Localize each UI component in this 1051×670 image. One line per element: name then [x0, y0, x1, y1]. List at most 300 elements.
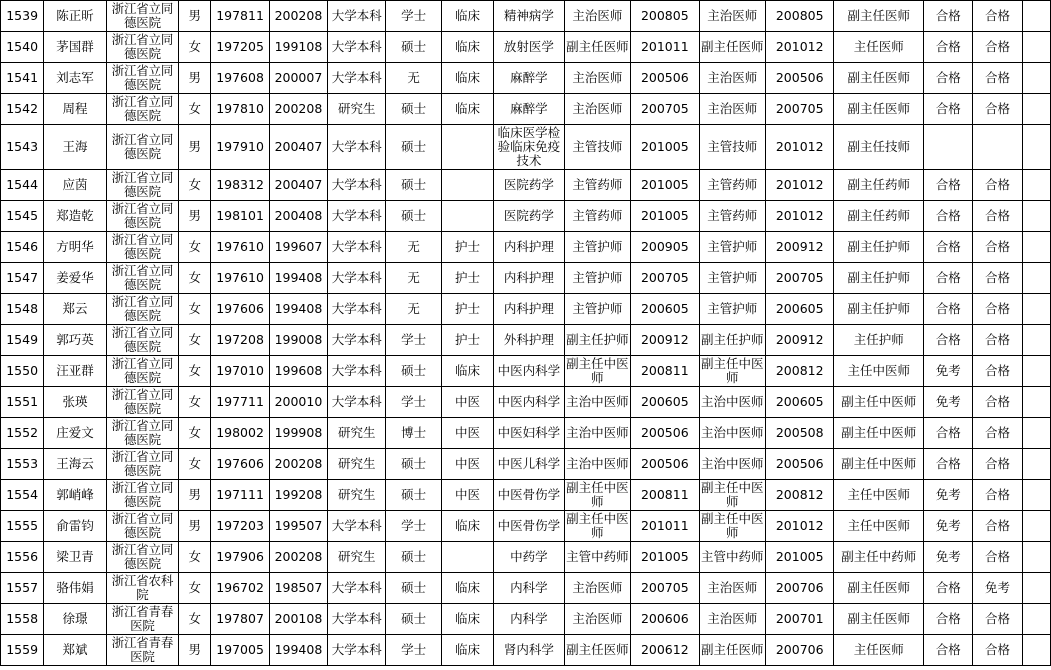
cell-exam-2: 合格: [973, 32, 1022, 63]
cell-hire-date: 200706: [765, 573, 833, 604]
cell-category: 临床: [441, 94, 493, 125]
cell-exam-2: 合格: [973, 263, 1022, 294]
cell-hire-date: 200912: [765, 325, 833, 356]
cell-exam-2: 合格: [973, 604, 1022, 635]
cell-hired-title: 主管中药师: [699, 542, 765, 573]
cell-current-title: 主治医师: [564, 63, 630, 94]
cell-name: 张瑛: [44, 387, 106, 418]
cell-hired-title: 主治医师: [699, 94, 765, 125]
cell-unit: 浙江省立同德医院: [106, 356, 178, 387]
cell-blank: [1022, 170, 1050, 201]
cell-sex: 女: [179, 32, 211, 63]
cell-hired-title: 主治医师: [699, 573, 765, 604]
cell-exam-1: [924, 125, 973, 170]
cell-sex: 女: [179, 325, 211, 356]
cell-major: 麻醉学: [494, 63, 564, 94]
cell-category: 中医: [441, 387, 493, 418]
cell-exam-1: 合格: [924, 63, 973, 94]
table-row: [1, 263, 1051, 294]
cell-degree: 博士: [386, 418, 441, 449]
cell-applied-title: 副主任护师: [834, 232, 924, 263]
cell-blank: [1022, 63, 1050, 94]
cell-title-date: 201005: [631, 170, 699, 201]
cell-sex: 女: [179, 232, 211, 263]
cell-category: 护士: [441, 232, 493, 263]
cell-birth: 197608: [211, 63, 269, 94]
cell-current-title: 主治医师: [564, 573, 630, 604]
cell-category: 临床: [441, 356, 493, 387]
cell-serial: 1540: [1, 32, 44, 63]
cell-education: 大学本科: [328, 573, 386, 604]
cell-hired-title: 主管护师: [699, 294, 765, 325]
cell-education: 研究生: [328, 449, 386, 480]
cell-hired-title: 主管护师: [699, 263, 765, 294]
cell-degree: 硕士: [386, 125, 441, 170]
cell-sex: 女: [179, 94, 211, 125]
cell-work-start: 200208: [269, 542, 327, 573]
cell-title-date: 200605: [631, 387, 699, 418]
cell-blank: [1022, 635, 1050, 666]
cell-major: 中医儿科学: [494, 449, 564, 480]
cell-unit: 浙江省立同德医院: [106, 63, 178, 94]
cell-education: 大学本科: [328, 32, 386, 63]
cell-blank: [1022, 542, 1050, 573]
cell-blank: [1022, 32, 1050, 63]
cell-birth: 197208: [211, 325, 269, 356]
cell-unit: 浙江省立同德医院: [106, 294, 178, 325]
cell-exam-1: 合格: [924, 32, 973, 63]
cell-applied-title: 副主任中药师: [834, 542, 924, 573]
cell-hire-date: 200506: [765, 449, 833, 480]
cell-unit: 浙江省立同德医院: [106, 263, 178, 294]
cell-hire-date: 201012: [765, 170, 833, 201]
cell-hired-title: 副主任护师: [699, 325, 765, 356]
cell-education: 大学本科: [328, 387, 386, 418]
cell-birth: 197203: [211, 511, 269, 542]
cell-exam-2: 合格: [973, 449, 1022, 480]
table-row: [1, 325, 1051, 356]
cell-applied-title: 主任护师: [834, 325, 924, 356]
cell-birth: 198101: [211, 201, 269, 232]
cell-hire-date: 200705: [765, 94, 833, 125]
cell-current-title: 主管药师: [564, 201, 630, 232]
cell-serial: 1556: [1, 542, 44, 573]
cell-sex: 女: [179, 573, 211, 604]
table-row: [1, 63, 1051, 94]
cell-major: 医院药学: [494, 201, 564, 232]
cell-education: 大学本科: [328, 635, 386, 666]
cell-degree: 学士: [386, 325, 441, 356]
cell-hired-title: 副主任医师: [699, 635, 765, 666]
cell-sex: 男: [179, 125, 211, 170]
cell-exam-2: 合格: [973, 480, 1022, 511]
cell-name: 庄爱文: [44, 418, 106, 449]
cell-hire-date: 200812: [765, 480, 833, 511]
cell-title-date: 200811: [631, 356, 699, 387]
cell-work-start: 199408: [269, 635, 327, 666]
cell-birth: 197711: [211, 387, 269, 418]
cell-birth: 197606: [211, 294, 269, 325]
cell-unit: 浙江省立同德医院: [106, 201, 178, 232]
cell-major: 中医骨伤学: [494, 511, 564, 542]
cell-work-start: 200408: [269, 201, 327, 232]
cell-major: 中医内科学: [494, 356, 564, 387]
cell-title-date: 201005: [631, 542, 699, 573]
cell-name: 梁卫青: [44, 542, 106, 573]
cell-title-date: 200705: [631, 263, 699, 294]
cell-unit: 浙江省立同德医院: [106, 480, 178, 511]
cell-work-start: 200208: [269, 94, 327, 125]
cell-current-title: 主治医师: [564, 94, 630, 125]
cell-blank: [1022, 1, 1050, 32]
table-row: [1, 125, 1051, 170]
cell-serial: 1544: [1, 170, 44, 201]
cell-work-start: 199408: [269, 263, 327, 294]
cell-exam-1: 合格: [924, 94, 973, 125]
cell-serial: 1541: [1, 63, 44, 94]
cell-hired-title: 主管药师: [699, 170, 765, 201]
table-row: [1, 232, 1051, 263]
cell-name: 姜爱华: [44, 263, 106, 294]
cell-category: 中医: [441, 418, 493, 449]
cell-birth: 198002: [211, 418, 269, 449]
cell-serial: 1554: [1, 480, 44, 511]
cell-current-title: 副主任中医师: [566, 356, 629, 385]
cell-applied-title: 副主任护师: [834, 294, 924, 325]
cell-degree: 无: [386, 294, 441, 325]
cell-birth: 197005: [211, 635, 269, 666]
cell-unit: 浙江省立同德医院: [106, 94, 178, 125]
cell-unit: 浙江省立同德医院: [106, 542, 178, 573]
cell-serial: 1549: [1, 325, 44, 356]
cell-major: 中医骨伤学: [494, 480, 564, 511]
cell-birth: 197010: [211, 356, 269, 387]
cell-education: 大学本科: [328, 604, 386, 635]
table-row: [1, 201, 1051, 232]
cell-education: 大学本科: [328, 201, 386, 232]
cell-title-date: 200905: [631, 232, 699, 263]
cell-unit: 浙江省立同德医院: [106, 418, 178, 449]
cell-exam-1: 合格: [924, 418, 973, 449]
cell-current-title: 主管护师: [564, 263, 630, 294]
cell-degree: 学士: [386, 511, 441, 542]
cell-current-title: 主管护师: [564, 294, 630, 325]
cell-exam-2: 合格: [973, 170, 1022, 201]
cell-major: 中医妇科学: [494, 418, 564, 449]
cell-unit: 浙江省立同德医院: [106, 387, 178, 418]
cell-category: 临床: [441, 604, 493, 635]
cell-applied-title: 主任中医师: [834, 511, 924, 542]
cell-current-title: 副主任中医师: [566, 480, 629, 509]
table-row: [1, 480, 1051, 511]
cell-work-start: 199607: [269, 232, 327, 263]
table-row: [1, 387, 1051, 418]
cell-sex: 女: [179, 449, 211, 480]
cell-exam-1: 合格: [924, 170, 973, 201]
table-body: [1, 1, 1051, 666]
cell-degree: 学士: [386, 635, 441, 666]
cell-sex: 女: [179, 263, 211, 294]
cell-exam-1: 合格: [924, 263, 973, 294]
cell-hired-title: 主管技师: [699, 125, 765, 170]
cell-name: 郭峭峰: [44, 480, 106, 511]
cell-birth: 197610: [211, 232, 269, 263]
table-row: [1, 449, 1051, 480]
cell-exam-2: 合格: [973, 94, 1022, 125]
cell-exam-1: 免考: [924, 356, 973, 387]
cell-name: 方明华: [44, 232, 106, 263]
cell-birth: 197610: [211, 263, 269, 294]
cell-title-date: 201005: [631, 125, 699, 170]
cell-title-date: 201005: [631, 201, 699, 232]
cell-applied-title: 副主任医师: [834, 63, 924, 94]
cell-unit: 浙江省立同德医院: [106, 325, 178, 356]
cell-major: 中医内科学: [494, 387, 564, 418]
cell-hire-date: 200508: [765, 418, 833, 449]
cell-major: 外科护理: [494, 325, 564, 356]
cell-degree: 硕士: [386, 356, 441, 387]
cell-applied-title: 副主任药师: [834, 201, 924, 232]
cell-serial: 1555: [1, 511, 44, 542]
cell-name: 陈正昕: [44, 1, 106, 32]
cell-exam-2: 合格: [973, 418, 1022, 449]
cell-title-date: 200606: [631, 604, 699, 635]
cell-work-start: 199008: [269, 325, 327, 356]
cell-education: 大学本科: [328, 263, 386, 294]
cell-serial: 1552: [1, 418, 44, 449]
cell-applied-title: 副主任中医师: [834, 387, 924, 418]
cell-exam-2: 合格: [973, 1, 1022, 32]
cell-applied-title: 主任中医师: [834, 356, 924, 387]
cell-exam-2: 合格: [973, 201, 1022, 232]
cell-hire-date: 200705: [765, 263, 833, 294]
cell-birth: 197111: [211, 480, 269, 511]
table-row: [1, 573, 1051, 604]
cell-exam-2: 合格: [973, 387, 1022, 418]
cell-name: 徐璟: [44, 604, 106, 635]
cell-serial: 1553: [1, 449, 44, 480]
cell-work-start: 200407: [269, 125, 327, 170]
cell-applied-title: 副主任中医师: [834, 418, 924, 449]
cell-applied-title: 主任医师: [834, 32, 924, 63]
cell-exam-1: 合格: [924, 635, 973, 666]
cell-sex: 男: [179, 635, 211, 666]
cell-name: 应茵: [44, 170, 106, 201]
cell-major: 内科护理: [494, 294, 564, 325]
cell-exam-1: 免考: [924, 511, 973, 542]
cell-current-title: 主治中医师: [564, 449, 630, 480]
cell-applied-title: 副主任药师: [834, 170, 924, 201]
cell-hired-title: 主治医师: [699, 63, 765, 94]
cell-category: 护士: [441, 294, 493, 325]
cell-serial: 1539: [1, 1, 44, 32]
cell-title-date: 200805: [631, 1, 699, 32]
cell-hired-title: 主治医师: [699, 604, 765, 635]
cell-work-start: 199108: [269, 32, 327, 63]
cell-hire-date: 200605: [765, 294, 833, 325]
cell-exam-2: 合格: [973, 542, 1022, 573]
cell-applied-title: 副主任医师: [834, 1, 924, 32]
cell-category: 临床: [441, 63, 493, 94]
cell-work-start: 200407: [269, 170, 327, 201]
cell-current-title: 主治医师: [564, 1, 630, 32]
cell-blank: [1022, 325, 1050, 356]
cell-sex: 男: [179, 511, 211, 542]
table-row: [1, 542, 1051, 573]
cell-exam-1: 免考: [924, 387, 973, 418]
cell-current-title: 主治中医师: [564, 418, 630, 449]
cell-exam-2: 合格: [973, 635, 1022, 666]
cell-name: 茅国群: [44, 32, 106, 63]
cell-blank: [1022, 418, 1050, 449]
cell-birth: 197906: [211, 542, 269, 573]
cell-sex: 男: [179, 1, 211, 32]
cell-education: 大学本科: [328, 63, 386, 94]
table-row: [1, 32, 1051, 63]
cell-hired-title: 主治中医师: [699, 387, 765, 418]
cell-education: 大学本科: [328, 325, 386, 356]
cell-title-date: 201011: [631, 32, 699, 63]
cell-category: [441, 170, 493, 201]
cell-education: 大学本科: [328, 294, 386, 325]
cell-exam-1: 合格: [924, 604, 973, 635]
cell-category: [441, 125, 493, 170]
cell-blank: [1022, 201, 1050, 232]
cell-degree: 学士: [386, 387, 441, 418]
cell-title-date: 200705: [631, 573, 699, 604]
cell-education: 大学本科: [328, 170, 386, 201]
cell-exam-2: 合格: [973, 232, 1022, 263]
cell-category: 临床: [441, 573, 493, 604]
cell-hire-date: 200701: [765, 604, 833, 635]
table-row: [1, 511, 1051, 542]
cell-applied-title: 主任中医师: [834, 480, 924, 511]
cell-current-title: 主管技师: [564, 125, 630, 170]
cell-major: 肾内科学: [494, 635, 564, 666]
cell-current-title: 主管中药师: [564, 542, 630, 573]
table-row: [1, 1, 1051, 32]
cell-major: 内科护理: [494, 232, 564, 263]
cell-category: [441, 201, 493, 232]
cell-unit: 浙江省立同德医院: [106, 232, 178, 263]
cell-hire-date: 200506: [765, 63, 833, 94]
cell-major: 医院药学: [494, 170, 564, 201]
cell-education: 研究生: [328, 418, 386, 449]
cell-blank: [1022, 573, 1050, 604]
cell-name: 俞雷钧: [44, 511, 106, 542]
cell-exam-1: 合格: [924, 325, 973, 356]
cell-serial: 1548: [1, 294, 44, 325]
cell-degree: 硕士: [386, 201, 441, 232]
cell-hire-date: 201012: [765, 32, 833, 63]
cell-serial: 1558: [1, 604, 44, 635]
cell-name: 郑斌: [44, 635, 106, 666]
cell-major: 麻醉学: [494, 94, 564, 125]
cell-work-start: 198507: [269, 573, 327, 604]
cell-title-date: 200605: [631, 294, 699, 325]
cell-blank: [1022, 604, 1050, 635]
cell-unit: 浙江省立同德医院: [106, 511, 178, 542]
cell-work-start: 199608: [269, 356, 327, 387]
cell-work-start: 199408: [269, 294, 327, 325]
cell-exam-2: 免考: [973, 573, 1022, 604]
cell-degree: 无: [386, 63, 441, 94]
table-row: [1, 356, 1051, 387]
cell-unit: 浙江省农科院: [106, 573, 178, 604]
cell-major: 内科学: [494, 604, 564, 635]
cell-education: 大学本科: [328, 356, 386, 387]
cell-title-date: 200912: [631, 325, 699, 356]
cell-exam-1: 合格: [924, 573, 973, 604]
cell-major: 临床医学检验临床免疫技术: [494, 125, 564, 170]
cell-sex: 女: [179, 604, 211, 635]
cell-education: 研究生: [328, 94, 386, 125]
cell-education: 研究生: [328, 480, 386, 511]
cell-serial: 1547: [1, 263, 44, 294]
cell-unit: 浙江省立同德医院: [106, 449, 178, 480]
cell-work-start: 200007: [269, 63, 327, 94]
cell-category: 临床: [441, 32, 493, 63]
cell-name: 郑造乾: [44, 201, 106, 232]
cell-name: 王海云: [44, 449, 106, 480]
table-row: [1, 635, 1051, 666]
cell-sex: 男: [179, 480, 211, 511]
cell-work-start: 200108: [269, 604, 327, 635]
cell-category: [441, 542, 493, 573]
cell-current-title: 主治医师: [564, 604, 630, 635]
cell-applied-title: 副主任护师: [834, 263, 924, 294]
cell-birth: 197810: [211, 94, 269, 125]
cell-sex: 女: [179, 170, 211, 201]
cell-applied-title: 主任医师: [834, 635, 924, 666]
cell-hire-date: 201012: [765, 125, 833, 170]
cell-major: 放射医学: [494, 32, 564, 63]
table-row: [1, 418, 1051, 449]
cell-blank: [1022, 294, 1050, 325]
cell-exam-2: 合格: [973, 511, 1022, 542]
cell-current-title: 副主任中医师: [566, 511, 629, 540]
cell-name: 郭巧英: [44, 325, 106, 356]
cell-degree: 学士: [386, 1, 441, 32]
cell-exam-2: 合格: [973, 63, 1022, 94]
cell-sex: 女: [179, 418, 211, 449]
cell-unit: 浙江省立同德医院: [106, 125, 178, 170]
cell-work-start: 199908: [269, 418, 327, 449]
cell-exam-1: 合格: [924, 232, 973, 263]
cell-birth: 197205: [211, 32, 269, 63]
cell-serial: 1542: [1, 94, 44, 125]
cell-applied-title: 副主任技师: [834, 125, 924, 170]
cell-major: 中药学: [494, 542, 564, 573]
cell-name: 周程: [44, 94, 106, 125]
cell-category: 中医: [441, 480, 493, 511]
cell-sex: 女: [179, 387, 211, 418]
cell-education: 大学本科: [328, 232, 386, 263]
cell-applied-title: 副主任医师: [834, 604, 924, 635]
cell-category: 中医: [441, 449, 493, 480]
cell-degree: 硕士: [386, 542, 441, 573]
cell-title-date: 201011: [631, 511, 699, 542]
cell-blank: [1022, 449, 1050, 480]
cell-blank: [1022, 511, 1050, 542]
cell-education: 大学本科: [328, 125, 386, 170]
table-row: [1, 604, 1051, 635]
cell-exam-2: [973, 125, 1022, 170]
cell-hired-title: 副主任中医师: [701, 480, 764, 509]
cell-current-title: 主治中医师: [564, 387, 630, 418]
cell-current-title: 副主任护师: [564, 325, 630, 356]
cell-work-start: 199208: [269, 480, 327, 511]
